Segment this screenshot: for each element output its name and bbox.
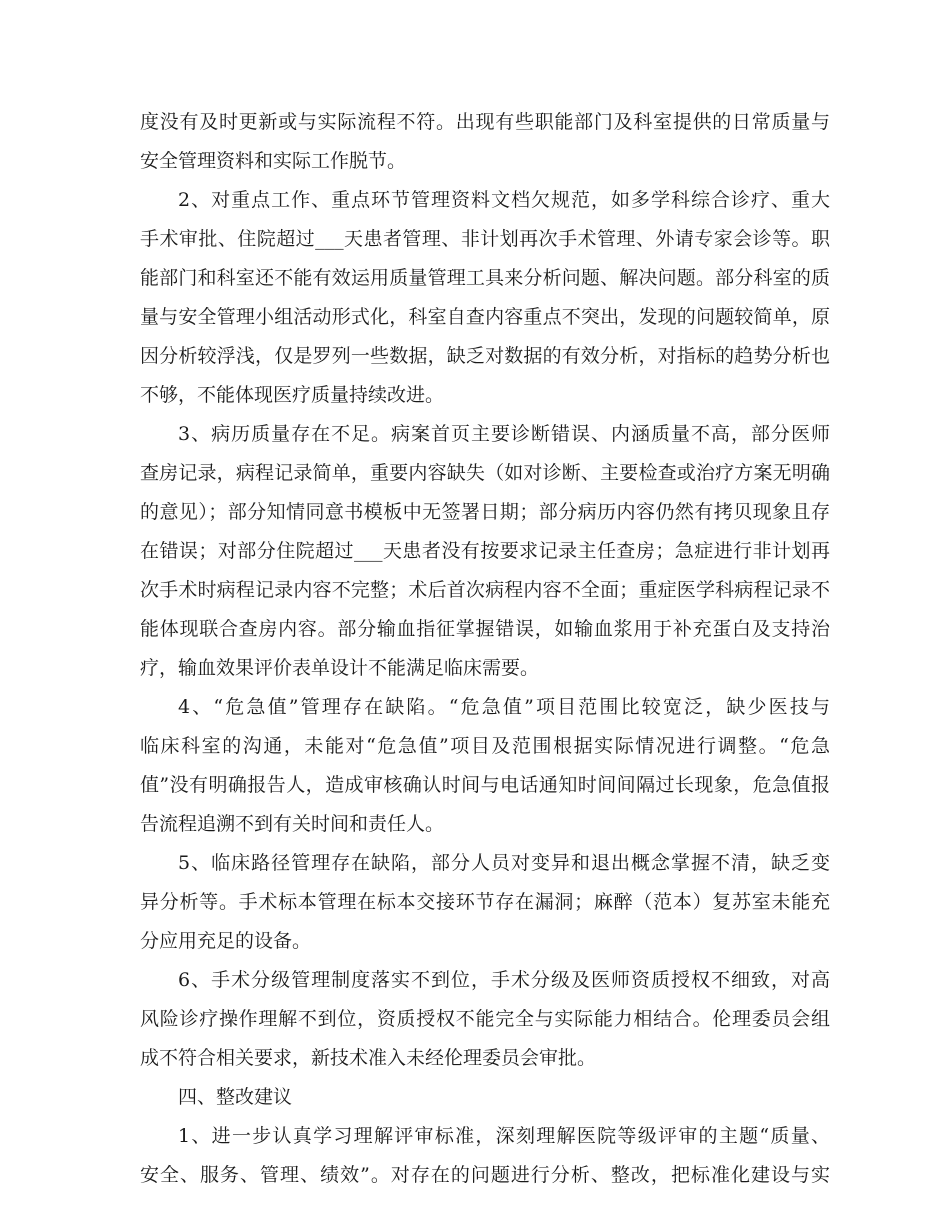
text-line: 次手术时病程记录内容不完整；术后首次病程内容不全面；重症医学科病程记录不 — [140, 579, 830, 601]
text-line: 因分析较浮浅，仅是罗列一些数据，缺乏对数据的有效分析，对指标的趋势分析也 — [140, 345, 830, 367]
text-line: 量与安全管理小组活动形式化，科室自查内容重点不突出，发现的问题较简单，原 — [140, 306, 830, 328]
text-line: 不够，不能体现医疗质量持续改进。 — [140, 384, 445, 406]
text-line: 的意见）；部分知情同意书模板中无签署日期；部分病历内容仍然有拷贝现象且存 — [140, 501, 830, 523]
paragraph-first-line: 2、对重点工作、重点环节管理资料文档欠规范，如多学科综合诊疗、重大 — [178, 189, 830, 211]
paragraph-first-line: 6、手术分级管理制度落实不到位，手术分级及医师资质授权不细致，对高 — [178, 969, 830, 991]
text-line: 安全、服务、管理、绩效”。对存在的问题进行分析、整改，把标准化建设与实 — [140, 1164, 830, 1186]
text-line: 分应用充足的设备。 — [140, 930, 312, 952]
paragraph-first-line: 四、整改建议 — [178, 1086, 293, 1108]
text-line: 能部门和科室还不能有效运用质量管理工具来分析问题、解决问题。部分科室的质 — [140, 267, 830, 289]
text-line: 度没有及时更新或与实际流程不符。出现有些职能部门及科室提供的日常质量与 — [140, 111, 830, 133]
paragraph-first-line: 1、进一步认真学习理解评审标准，深刻理解医院等级评审的主题“质量、 — [178, 1125, 830, 1147]
text-line: 能体现联合查房内容。部分输血指征掌握错误，如输血浆用于补充蛋白及支持治 — [140, 618, 830, 640]
paragraph-first-line: 3、病历质量存在不足。病案首页主要诊断错误、内涵质量不高，部分医师 — [178, 423, 830, 445]
text-line: 疗，输血效果评价表单设计不能满足临床需要。 — [140, 657, 540, 679]
text-line: 临床科室的沟通，未能对“危急值”项目及范围根据实际情况进行调整。“危急 — [140, 735, 830, 757]
text-line: 成不符合相关要求，新技术准入未经伦理委员会审批。 — [140, 1047, 597, 1069]
paragraph-first-line: 4、“危急值”管理存在缺陷。“危急值”项目范围比较宽泛，缺少医技与 — [178, 696, 830, 718]
text-line: 值”没有明确报告人，造成审核确认时间与电话通知时间间隔过长现象，危急值报 — [140, 774, 830, 796]
text-line: 查房记录，病程记录简单，重要内容缺失（如对诊断、主要检查或治疗方案无明确 — [140, 462, 830, 484]
text-line: 告流程追溯不到有关时间和责任人。 — [140, 813, 445, 835]
text-line: 手术审批、住院超过___天患者管理、非计划再次手术管理、外请专家会诊等。职 — [140, 228, 830, 250]
document-body — [140, 103, 830, 1195]
text-line: 安全管理资料和实际工作脱节。 — [140, 150, 407, 172]
text-line: 异分析等。手术标本管理在标本交接环节存在漏洞；麻醉（范本）复苏室未能充 — [140, 891, 830, 913]
text-line: 在错误；对部分住院超过___天患者没有按要求记录主任查房；急症进行非计划再 — [140, 540, 830, 562]
paragraph-first-line: 5、临床路径管理存在缺陷，部分人员对变异和退出概念掌握不清，缺乏变 — [178, 852, 830, 874]
text-line: 风险诊疗操作理解不到位，资质授权不能完全与实际能力相结合。伦理委员会组 — [140, 1008, 830, 1030]
